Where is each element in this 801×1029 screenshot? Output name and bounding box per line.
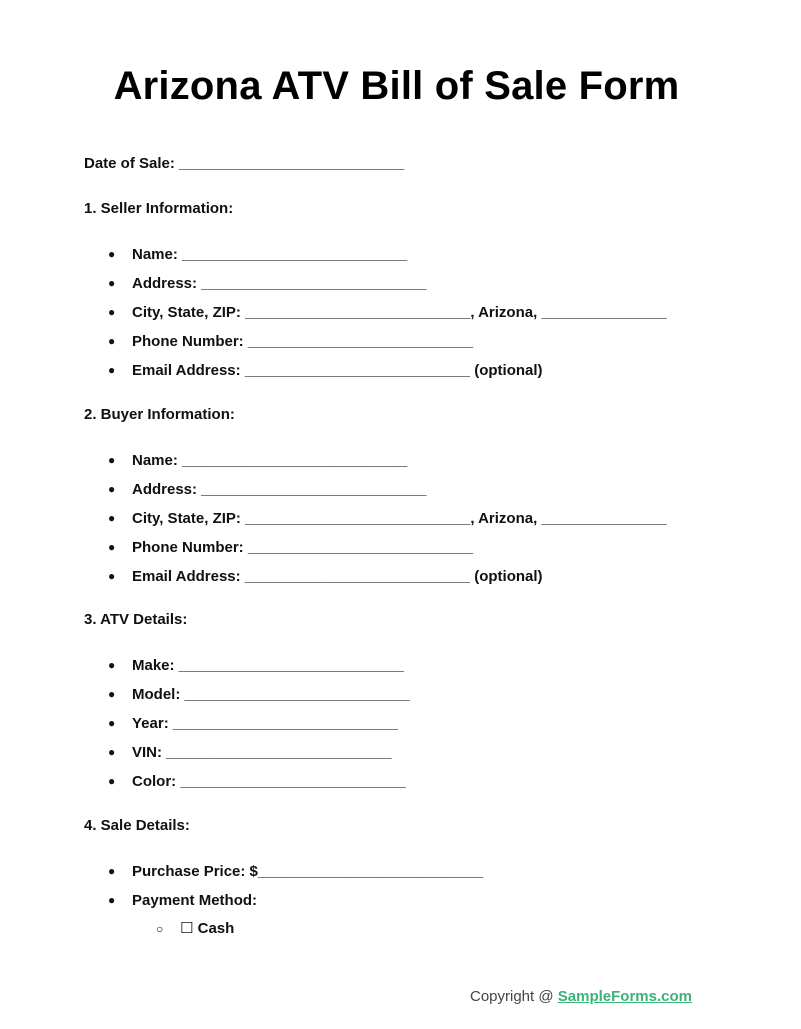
bullet-icon: ● <box>108 716 116 730</box>
payment-method-label: Payment Method: <box>132 892 258 909</box>
atv-model-item <box>108 685 410 704</box>
bullet-icon: ● <box>108 334 116 348</box>
seller-phone-item <box>108 332 473 351</box>
atv-make-field: Make: ___________________________ <box>132 657 404 674</box>
payment-method-item <box>108 891 257 910</box>
seller-email-item <box>108 361 543 380</box>
seller-name-item <box>108 245 407 264</box>
bullet-icon: ● <box>108 511 116 525</box>
atv-vin-item <box>108 743 391 762</box>
atv-section-heading: 3. ATV Details: <box>84 611 188 628</box>
buyer-phone-field: Phone Number: ___________________________ <box>132 539 474 556</box>
page-title: Arizona ATV Bill of Sale Form <box>113 64 680 108</box>
circle-bullet-icon: ○ <box>156 922 164 936</box>
seller-section-heading: 1. Seller Information: <box>84 200 234 217</box>
bullet-icon: ● <box>108 540 116 554</box>
seller-address-field: Address: ___________________________ <box>132 275 427 292</box>
atv-make-item <box>108 656 404 675</box>
buyer-address-field: Address: ___________________________ <box>132 481 427 498</box>
buyer-name-item <box>108 451 407 470</box>
seller-city-item <box>108 303 667 322</box>
bullet-icon: ● <box>108 864 116 878</box>
sale-section-heading: 4. Sale Details: <box>84 817 190 834</box>
seller-address-item <box>108 274 426 293</box>
bullet-icon: ● <box>108 569 116 583</box>
buyer-email-field: Email Address: ___________________________ (optional) <box>132 568 543 585</box>
bullet-icon: ● <box>108 305 116 319</box>
atv-model-field: Model: ___________________________ <box>132 686 410 703</box>
sale-price-item <box>108 862 483 881</box>
atv-color-field: Color: ___________________________ <box>132 773 406 790</box>
bullet-icon: ● <box>108 687 116 701</box>
bullet-icon: ● <box>108 276 116 290</box>
payment-option-cash <box>156 920 234 938</box>
cash-checkbox-label: ☐ Cash <box>180 920 235 937</box>
buyer-city-item <box>108 509 667 528</box>
atv-vin-field: VIN: ___________________________ <box>132 744 392 761</box>
date-of-sale-field: Date of Sale: ___________________________ <box>84 155 405 172</box>
bullet-icon: ● <box>108 453 116 467</box>
seller-phone-field: Phone Number: ___________________________ <box>132 333 474 350</box>
copyright-text: Copyright @ <box>470 988 558 1005</box>
buyer-name-field: Name: ___________________________ <box>132 452 408 469</box>
seller-email-field: Email Address: ___________________________ (optional) <box>132 362 543 379</box>
buyer-email-item <box>108 567 543 586</box>
buyer-section-heading: 2. Buyer Information: <box>84 406 235 423</box>
bullet-icon: ● <box>108 482 116 496</box>
atv-year-item <box>108 714 398 733</box>
copyright-footer <box>470 988 692 1005</box>
seller-city-field: City, State, ZIP: ___________________________, Arizona, _______________ <box>132 304 667 321</box>
bullet-icon: ● <box>108 363 116 377</box>
buyer-address-item <box>108 480 426 499</box>
atv-year-field: Year: ___________________________ <box>132 715 399 732</box>
purchase-price-field: Purchase Price: $___________________________ <box>132 863 484 880</box>
sampleforms-link[interactable]: SampleForms.com <box>557 988 692 1005</box>
bullet-icon: ● <box>108 893 116 907</box>
bullet-icon: ● <box>108 247 116 261</box>
bullet-icon: ● <box>108 745 116 759</box>
bullet-icon: ● <box>108 658 116 672</box>
buyer-city-field: City, State, ZIP: ___________________________, Arizona, _______________ <box>132 510 667 527</box>
seller-name-field: Name: ___________________________ <box>132 246 408 263</box>
buyer-phone-item <box>108 538 473 557</box>
atv-color-item <box>108 772 406 791</box>
bullet-icon: ● <box>108 774 116 788</box>
